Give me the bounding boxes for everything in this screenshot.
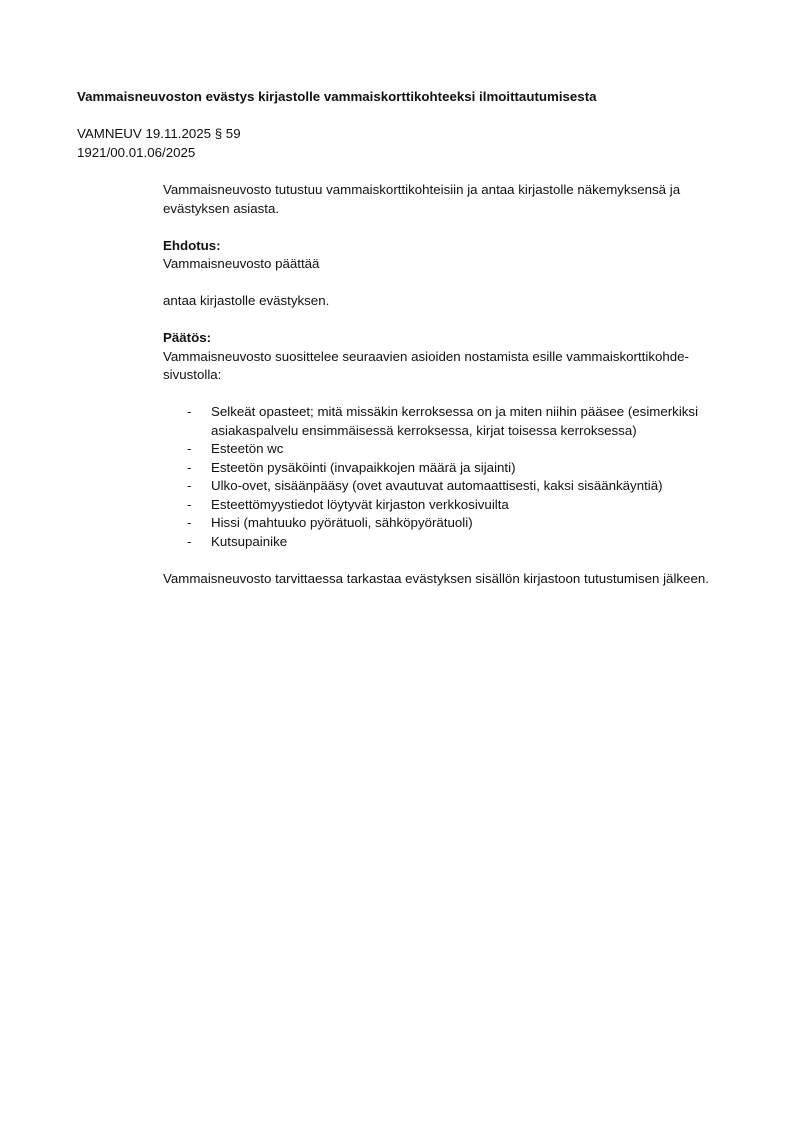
list-item-text: Hissi (mahtuuko pyörätuoli, sähköpyörätuoli) — [211, 515, 473, 530]
list-item-text: Ulko-ovet, sisäänpääsy (ovet avautuvat automaattisesti, kaksi sisäänkäyntiä) — [211, 478, 663, 493]
dash-bullet: - — [187, 404, 192, 419]
document-meta — [77, 125, 241, 162]
document-title: Vammaisneuvoston evästys kirjastolle vammaiskorttikohteeksi ilmoittautumisesta — [77, 89, 597, 104]
case-number: 1921/00.01.06/2025 — [77, 144, 196, 160]
dash-bullet: - — [187, 459, 192, 475]
document-body — [163, 181, 743, 588]
list-item — [163, 533, 743, 552]
dash-bullet: - — [187, 496, 192, 512]
proposal-text-continued: antaa kirjastolle evästyksen. — [163, 293, 330, 308]
dash-bullet: - — [187, 533, 192, 549]
proposal-text: Vammaisneuvosto päättää — [163, 256, 320, 271]
list-item-text: Esteetön pysäköinti (invapaikkojen määrä ja sijainti) — [211, 459, 516, 475]
intro-paragraph: Vammaisneuvosto tutustuu vammaiskorttikohteisiin ja antaa kirjastolle näkemyksensä ja evästyksen asiasta. — [163, 182, 681, 216]
list-item-text: Esteettömyystiedot löytyvät kirjaston verkkosivuilta — [211, 496, 509, 512]
list-item — [163, 440, 743, 459]
list-item-text: Esteetön wc — [211, 441, 284, 456]
dash-bullet: - — [187, 478, 192, 493]
list-item-text: Selkeät opasteet; mitä missäkin kerroksessa on ja miten niihin pääsee (esimerkiksi asiakaspalvelu ensimmäisessä kerroksessa, kirjat toisessa kerroksessa) — [211, 404, 699, 438]
decision-heading: Päätös: — [163, 330, 212, 345]
meeting-reference: VAMNEUV 19.11.2025 § 59 — [77, 126, 241, 141]
dash-bullet: - — [187, 441, 192, 456]
list-item — [163, 459, 743, 478]
decision-intro: Vammaisneuvosto suosittelee seuraavien asioiden nostamista esille vammaiskorttikohde-sivustolla: — [163, 348, 689, 382]
closing-paragraph: Vammaisneuvosto tarvittaessa tarkastaa evästyksen sisällön kirjastoon tutustumisen jälkeen. — [163, 570, 709, 586]
list-item — [163, 514, 743, 533]
list-item — [163, 477, 743, 496]
list-item — [163, 496, 743, 515]
recommendation-list — [163, 403, 743, 551]
list-item — [163, 403, 743, 440]
dash-bullet: - — [187, 515, 192, 530]
list-item-text: Kutsupainike — [211, 533, 288, 549]
proposal-heading: Ehdotus: — [163, 237, 221, 253]
